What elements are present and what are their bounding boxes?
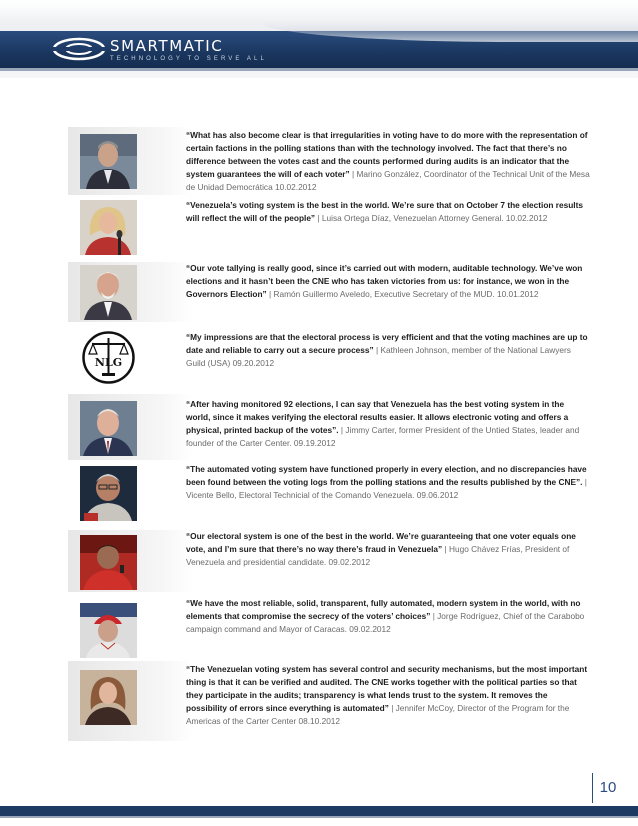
portrait-icon — [80, 466, 137, 521]
quote-text: “We have the most reliable, solid, transparent, fully automated, modern system in the world, with no elements that compromise the secrecy of the voters’ choices” — [186, 598, 581, 622]
header-underline — [0, 68, 638, 71]
quote-text: “The Venezuelan voting system has several control and security mechanisms, but the most important thing is that it can be verified and audited. The CNE works together with the political parties so that they participate in the audits; transparency is what lends trust to the system. It removes the possibility of errors since everything is automated” — [186, 664, 588, 714]
quote-text: “Our vote tallying is really good, since it’s carried out with modern, auditable technology. We’ve won elections and it hasn’t been the CNE who has taken victories from us: for instance, we won in the Governors Election” — [186, 263, 583, 300]
portrait-icon — [80, 401, 137, 456]
quote-attribution: | Ramón Guillermo Aveledo, Executive Secretary of the MUD. 10.01.2012 — [269, 289, 539, 300]
quote-block — [186, 262, 590, 301]
brand-name: SMARTMATIC — [110, 37, 224, 55]
smartmatic-logo-icon — [52, 36, 106, 62]
quote-row — [68, 262, 586, 322]
svg-text:NLG: NLG — [94, 356, 123, 369]
quote-block — [186, 597, 590, 636]
quote-row — [68, 460, 586, 530]
quote-attribution: | Kathleen Johnson, member of the National Lawyers Guild (USA) 09.20.2012 — [186, 345, 571, 369]
quote-block — [186, 463, 590, 502]
quote-attribution: | Jimmy Carter, former President of the Untied States, leader and founder of the Carter Center. 09.19.2012 — [186, 425, 580, 449]
quote-text: “The automated voting system have functioned properly in every election, and no discrepancies have been found between the voting logs from the polling stations and the results published by the CNE”. — [186, 464, 587, 488]
page-header — [0, 0, 638, 78]
quote-attribution: | Jorge Rodríguez, Chief of the Carabobo campaign command and Mayor of Caracas. 09.02.2012 — [186, 611, 585, 635]
portrait-icon — [80, 134, 137, 189]
quote-attribution: | Jennifer McCoy, Director of the Program for the Americas of the Carter Center 08.10.2012 — [186, 703, 570, 727]
portrait-icon — [80, 603, 137, 658]
quote-row — [68, 196, 586, 262]
quote-text: “Venezuela’s voting system is the best in the world. We’re sure that on October 7 the election results will reflect the will of the people” — [186, 200, 583, 224]
footer-navy-band — [0, 806, 638, 816]
quote-row — [68, 327, 586, 389]
quote-text: “After having monitored 92 elections, I can say that Venezuela has the best voting system in the world, since it makes verifying the electoral results easier. It allows electronic voting and offers a physical, printed backup of the votes”. — [186, 399, 569, 436]
quote-row — [68, 127, 590, 195]
quote-block — [186, 530, 590, 569]
quote-attribution: | Hugo Chávez Frías, President of Venezuela and presidential candidate. 09.02.2012 — [186, 544, 570, 568]
quote-attribution: | Luisa Ortega Díaz, Venezuelan Attorney General. 10.02.2012 — [317, 213, 548, 224]
portrait-icon — [80, 265, 137, 320]
quote-text: “What has also become clear is that irregularities in voting have to do more with the representation of certain factions in the polling stations than with the technology involved. The fact that there’s no difference between the votes cast and the counts performed during audits is an indicator that the system guarantees the will of each voter” — [186, 130, 588, 180]
page-number: 10 — [592, 773, 623, 803]
quote-text: “Our electoral system is one of the best in the world. We’re guaranteeing that one voter equals one vote, and I’m sure that there’s no way there’s fraud in Venezuela” — [186, 531, 576, 555]
quote-block — [186, 331, 590, 370]
quote-row — [68, 595, 586, 661]
quote-row — [68, 394, 586, 460]
quote-attribution: | Vicente Bello, Electoral Technicial of the Comando Venezuela. 09.06.2012 — [186, 477, 587, 501]
portrait-icon — [80, 670, 137, 725]
portrait-icon — [80, 200, 137, 255]
portrait-icon — [80, 535, 137, 590]
nlg-logo-icon — [80, 330, 137, 385]
quote-block — [186, 129, 590, 194]
quote-block — [186, 199, 590, 225]
brand-tagline: TECHNOLOGY TO SERVE ALL — [110, 56, 267, 62]
quote-row — [68, 661, 586, 741]
quote-text: “My impressions are that the electoral process is very efficient and that the voting machines are up to date and reliable to carry out a secure process” — [186, 332, 588, 356]
quote-block — [186, 398, 590, 450]
header-sheen — [0, 0, 638, 22]
footer-underline — [0, 816, 638, 818]
quote-attribution: | Marino González, Coordinator of the Technical Unit of the Mesa de Unidad Democrática 10.02.2012 — [186, 169, 590, 193]
quote-block — [186, 663, 590, 728]
quote-row — [68, 530, 586, 592]
